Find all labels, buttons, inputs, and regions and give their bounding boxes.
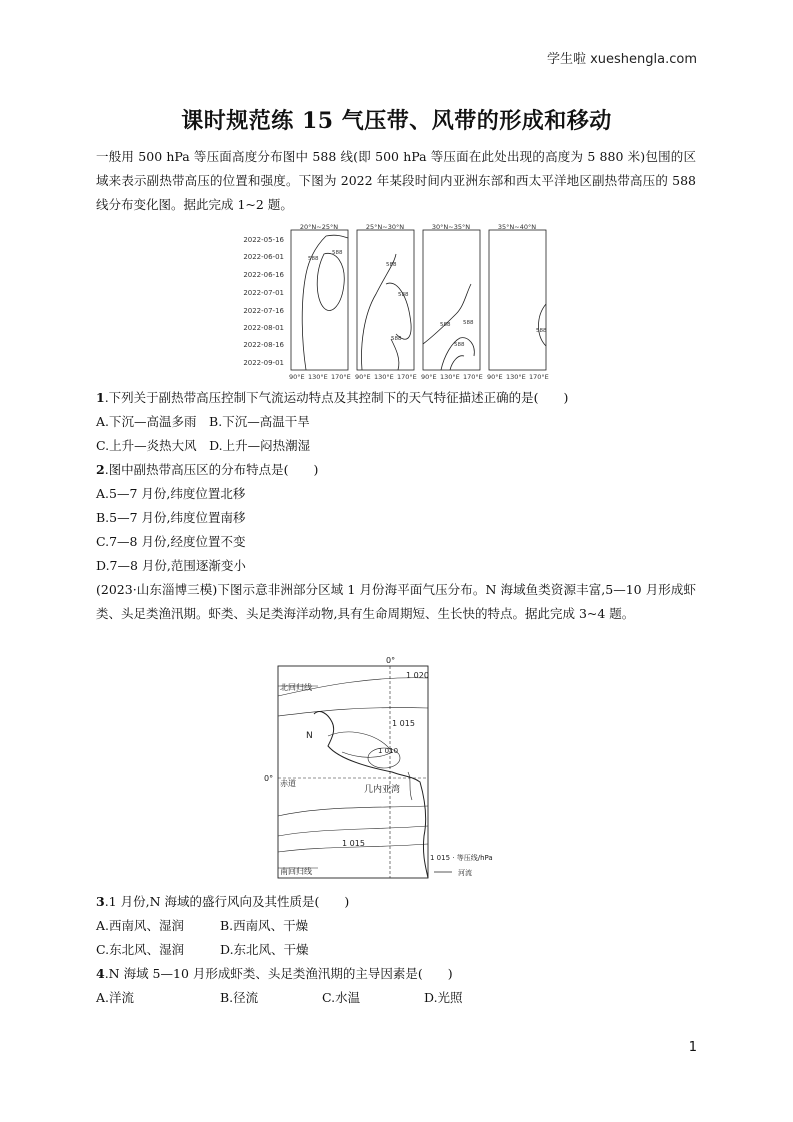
q3-options-row1 bbox=[96, 914, 308, 938]
panel-3 bbox=[423, 230, 480, 370]
contour-label: 588 bbox=[308, 256, 319, 262]
panel-title: 20°N~25°N bbox=[299, 224, 339, 231]
contour-label: 588 bbox=[386, 262, 397, 268]
isobar bbox=[278, 806, 428, 816]
q3-options-row2 bbox=[96, 938, 309, 962]
contour-label: 588 bbox=[398, 292, 409, 298]
option-c[interactable]: C.东北风、湿润 bbox=[96, 942, 185, 957]
isobar-label: 1 020 bbox=[406, 671, 429, 680]
x-tick: 170°E bbox=[463, 373, 483, 380]
contour-label: 588 bbox=[536, 328, 547, 334]
panel-title: 35°N~40°N bbox=[497, 224, 537, 231]
x-tick: 130°E bbox=[308, 373, 328, 380]
panel-title: 30°N~35°N bbox=[431, 224, 471, 231]
contour-label: 588 bbox=[463, 320, 474, 326]
option-d[interactable]: D.7—8 月份,范围逐渐变小 bbox=[96, 558, 246, 573]
contour-label: 588 bbox=[391, 336, 402, 342]
label-0-left: 0° bbox=[264, 774, 274, 783]
legend-isobar: 1 015 · 等压线/hPa bbox=[430, 854, 493, 862]
option-a[interactable]: A.洋流 bbox=[96, 990, 135, 1005]
contour-label: 588 bbox=[440, 322, 451, 328]
x-tick: 90°E bbox=[487, 373, 503, 380]
figure-pressure-map bbox=[262, 656, 552, 880]
label-gulf: 几内亚湾 bbox=[364, 785, 401, 795]
q1-options-row1 bbox=[96, 410, 310, 434]
label-n: N bbox=[306, 731, 313, 741]
isobar bbox=[278, 708, 428, 716]
q4-options bbox=[96, 986, 463, 1010]
q3-stem: 3.1 月份,N 海域的盛行风向及其性质是( ) bbox=[96, 894, 350, 909]
figure-588-line-chart bbox=[236, 224, 560, 380]
q4-stem: 4.N 海域 5—10 月形成虾类、头足类渔汛期的主导因素是( ) bbox=[96, 966, 453, 981]
q1-options-row2 bbox=[96, 434, 310, 458]
panel-4 bbox=[489, 230, 546, 370]
option-b[interactable]: B.径流 bbox=[220, 990, 259, 1005]
label-south-tropic: 南回归线 bbox=[280, 867, 312, 876]
isobar-label: 1 015 bbox=[392, 719, 415, 728]
option-a[interactable]: A.下沉—高温多雨 bbox=[96, 414, 197, 429]
x-tick: 130°E bbox=[440, 373, 460, 380]
date-label: 2022-06-16 bbox=[243, 271, 284, 279]
page-title: 课时规范练 15 气压带、风带的形成和移动 bbox=[181, 108, 612, 134]
date-label: 2022-06-01 bbox=[243, 253, 284, 261]
x-tick: 130°E bbox=[374, 373, 394, 380]
isobar bbox=[278, 826, 428, 836]
x-tick: 90°E bbox=[355, 373, 371, 380]
label-north-tropic: 北回归线 bbox=[280, 683, 312, 692]
option-b[interactable]: B.西南风、干燥 bbox=[220, 918, 309, 933]
option-d[interactable]: D.东北风、干燥 bbox=[220, 942, 309, 957]
label-0-top: 0° bbox=[386, 656, 396, 665]
contour-line bbox=[391, 339, 399, 370]
isobar-label: 1 010 bbox=[378, 747, 399, 755]
contour-label: 588 bbox=[332, 250, 343, 256]
contour-line bbox=[423, 284, 471, 344]
q1-stem: 1.下列关于副热带高压控制下气流运动特点及其控制下的天气特征描述正确的是( ) bbox=[96, 390, 569, 405]
option-b[interactable]: B.下沉—高温干旱 bbox=[209, 414, 310, 429]
option-b[interactable]: B.5—7 月份,纬度位置南移 bbox=[96, 510, 246, 525]
option-c[interactable]: C.上升—炎热大风 bbox=[96, 438, 197, 453]
option-d[interactable]: D.上升—闷热潮湿 bbox=[209, 438, 311, 453]
x-tick: 90°E bbox=[289, 373, 305, 380]
contour-line bbox=[317, 253, 344, 310]
date-label: 2022-08-16 bbox=[243, 341, 284, 349]
panel-title: 25°N~30°N bbox=[365, 224, 405, 231]
date-label: 2022-07-01 bbox=[243, 289, 284, 297]
legend-river: 河流 bbox=[458, 869, 472, 877]
isobar-label: 1 015 bbox=[342, 839, 365, 848]
date-label: 2022-09-01 bbox=[243, 359, 284, 367]
site-header: 学生啦 xueshengla.com bbox=[546, 52, 697, 67]
contour-line bbox=[450, 356, 464, 370]
x-tick: 170°E bbox=[529, 373, 549, 380]
contour-line bbox=[326, 235, 348, 238]
option-c[interactable]: C.水温 bbox=[322, 990, 361, 1005]
date-label: 2022-08-01 bbox=[243, 324, 284, 332]
date-label: 2022-07-16 bbox=[243, 307, 284, 315]
page-number: 1 bbox=[688, 1040, 697, 1055]
option-d[interactable]: D.光照 bbox=[424, 990, 463, 1005]
contour-line bbox=[539, 304, 547, 346]
intro-paragraph: 一般用 500 hPa 等压面高度分布图中 588 线(即 500 hPa 等压面在此处出现的高度为 5 880 米)包围的区域来表示副热带高压的位置和强度。下图为 2022 年某段时间内亚洲东部和西太平洋地区副热带高压的 588 线分布变化图。据此完成 1~2 题。 bbox=[96, 149, 696, 212]
x-tick: 130°E bbox=[506, 373, 526, 380]
option-c[interactable]: C.7—8 月份,经度位置不变 bbox=[96, 534, 246, 549]
label-equator: 赤道 bbox=[280, 779, 296, 788]
contour-label: 588 bbox=[454, 342, 465, 348]
date-label: 2022-05-16 bbox=[243, 236, 284, 244]
x-tick: 170°E bbox=[397, 373, 417, 380]
option-a[interactable]: A.5—7 月份,纬度位置北移 bbox=[96, 486, 246, 501]
intro2-paragraph: (2023·山东淄博三模)下图示意非洲部分区域 1 月份海平面气压分布。N 海域鱼类资源丰富,5—10 月形成虾类、头足类渔汛期。虾类、头足类海洋动物,具有生命周期短、生长快的特点。据此完成 3~4 题。 bbox=[96, 582, 696, 621]
x-tick: 170°E bbox=[331, 373, 351, 380]
x-tick: 90°E bbox=[421, 373, 437, 380]
contour-line bbox=[362, 254, 396, 370]
river bbox=[408, 772, 412, 800]
q2-stem: 2.图中副热带高压区的分布特点是( ) bbox=[96, 462, 319, 477]
option-a[interactable]: A.西南风、湿润 bbox=[96, 918, 185, 933]
